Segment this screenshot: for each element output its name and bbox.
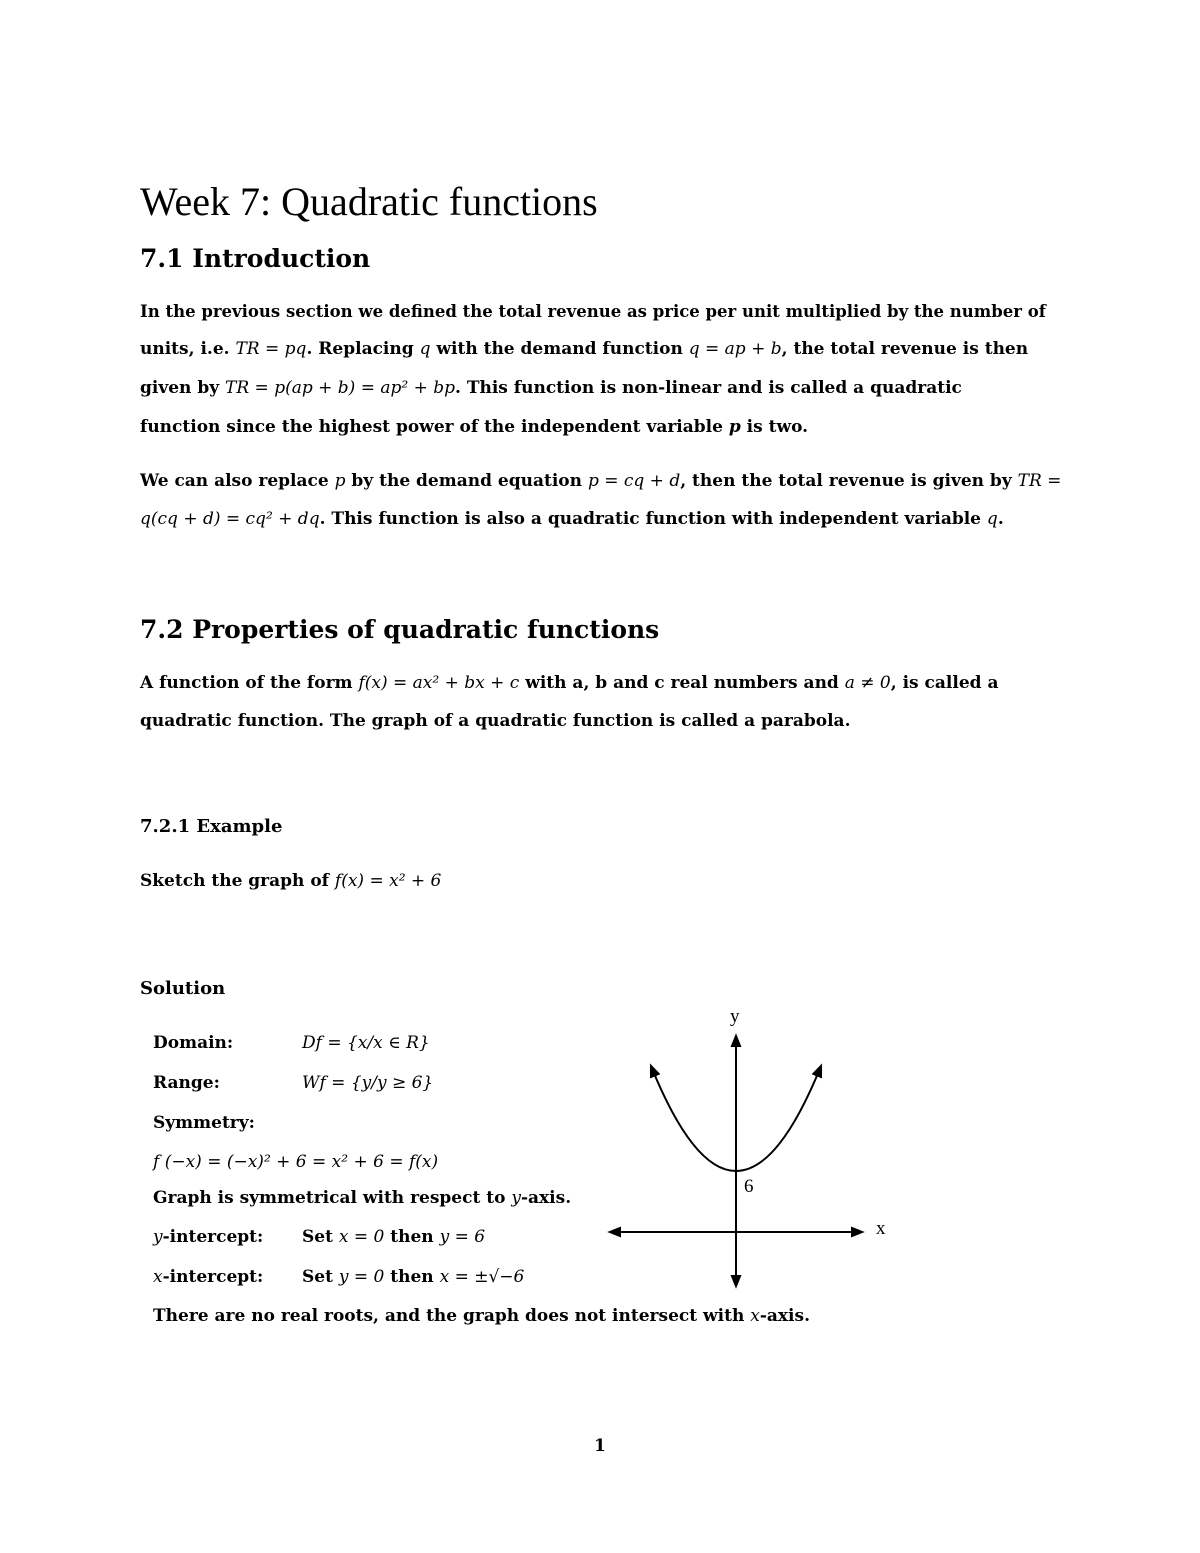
- symmetry-note: [153, 1188, 571, 1208]
- text: units, i.e.: [140, 339, 236, 359]
- text: , is called a: [890, 673, 999, 693]
- text: , the total revenue is then: [781, 339, 1029, 359]
- text: . This function is also a quadratic function with independent variable: [319, 509, 987, 529]
- intercept-label: 6: [744, 1176, 754, 1197]
- text: by the demand equation: [345, 471, 588, 491]
- intro-paragraph-line: [140, 339, 1028, 359]
- text: .: [997, 509, 1004, 529]
- symmetry-equation: f (−x) = (−x)² + 6 = x² + 6 = f(x): [153, 1152, 439, 1172]
- text: , then the total revenue is given by: [680, 471, 1018, 491]
- section-heading-introduction: 7.1 Introduction: [140, 244, 371, 273]
- math: x: [750, 1306, 760, 1326]
- text: . This function is non-linear and is called a quadratic: [455, 378, 962, 398]
- x-intercept-label: [153, 1267, 263, 1287]
- math: q: [419, 339, 431, 359]
- page-number: 1: [594, 1436, 606, 1456]
- intro-paragraph-line: [140, 302, 1046, 321]
- text: -intercept:: [162, 1227, 264, 1247]
- text: Set: [302, 1227, 339, 1247]
- math: q: [986, 509, 998, 529]
- math: p: [334, 471, 346, 491]
- intro-paragraph-line: [140, 417, 808, 437]
- text: . Replacing: [306, 339, 420, 359]
- math: TR = pq: [235, 339, 307, 359]
- x-intercept-value: [302, 1267, 524, 1287]
- intro-paragraph-line: [140, 509, 1004, 529]
- text: -axis.: [520, 1188, 572, 1208]
- text: function since the highest power of the independent variable: [140, 417, 729, 437]
- math: p: [728, 417, 741, 437]
- text: Set: [302, 1267, 339, 1287]
- math: y: [511, 1188, 521, 1208]
- text: We can also replace: [140, 471, 335, 491]
- domain-label: Domain:: [153, 1033, 234, 1053]
- text: is two.: [740, 417, 809, 437]
- text: There are no real roots, and the graph does not intersect with: [153, 1306, 751, 1326]
- math: p = cq + d: [587, 471, 681, 491]
- example-task: [140, 871, 441, 891]
- intro-paragraph-line: [140, 471, 1061, 491]
- math: f(x) = x² + 6: [334, 871, 442, 891]
- text: then: [384, 1227, 440, 1247]
- domain-value: Df = {x/x ∈ R}: [302, 1033, 430, 1053]
- intro-paragraph-line: [140, 378, 962, 398]
- math: y = 0: [338, 1267, 385, 1287]
- solution-label: Solution: [140, 978, 226, 999]
- range-label: Range:: [153, 1073, 220, 1093]
- math: f(x) = ax² + bx + c: [358, 673, 520, 693]
- math: x: [153, 1267, 163, 1287]
- text: then: [384, 1267, 440, 1287]
- math: x = 0: [338, 1227, 385, 1247]
- text: In the previous section we defined the total revenue as price per unit multiplied by the number of: [140, 302, 1046, 321]
- text: Graph is symmetrical with respect to: [153, 1188, 512, 1208]
- text: A function of the form: [140, 673, 359, 693]
- section-heading-properties: 7.2 Properties of quadratic functions: [140, 615, 660, 644]
- math: a ≠ 0: [844, 673, 891, 693]
- conclusion: [153, 1306, 810, 1326]
- y-axis-label: y: [730, 1006, 740, 1027]
- parabola-graph: [596, 1000, 916, 1300]
- text: with the demand function: [430, 339, 689, 359]
- text: with a, b and c real numbers and: [519, 673, 845, 693]
- symmetry-label: Symmetry:: [153, 1113, 255, 1133]
- text: given by: [140, 378, 225, 398]
- page-title: Week 7: Quadratic functions: [140, 179, 598, 224]
- math: TR =: [1017, 471, 1062, 491]
- math: y = 6: [439, 1227, 486, 1247]
- range-value: Wf = {y/y ≥ 6}: [302, 1073, 434, 1093]
- text: -axis.: [759, 1306, 810, 1326]
- math: q(cq + d) = cq² + dq: [140, 509, 320, 529]
- properties-line: quadratic function. The graph of a quadratic function is called a parabola.: [140, 711, 851, 731]
- text: -intercept:: [162, 1267, 264, 1287]
- y-intercept-value: [302, 1227, 485, 1247]
- math: TR = p(ap + b) = ap² + bp: [225, 378, 455, 398]
- text: Sketch the graph of: [140, 871, 335, 891]
- math: q = ap + b: [688, 339, 782, 359]
- math: x = ±√−6: [439, 1267, 525, 1287]
- y-intercept-label: [153, 1227, 263, 1247]
- math: y: [153, 1227, 163, 1247]
- properties-line: [140, 673, 998, 693]
- example-heading: 7.2.1 Example: [140, 816, 283, 837]
- x-axis-label: x: [876, 1218, 886, 1239]
